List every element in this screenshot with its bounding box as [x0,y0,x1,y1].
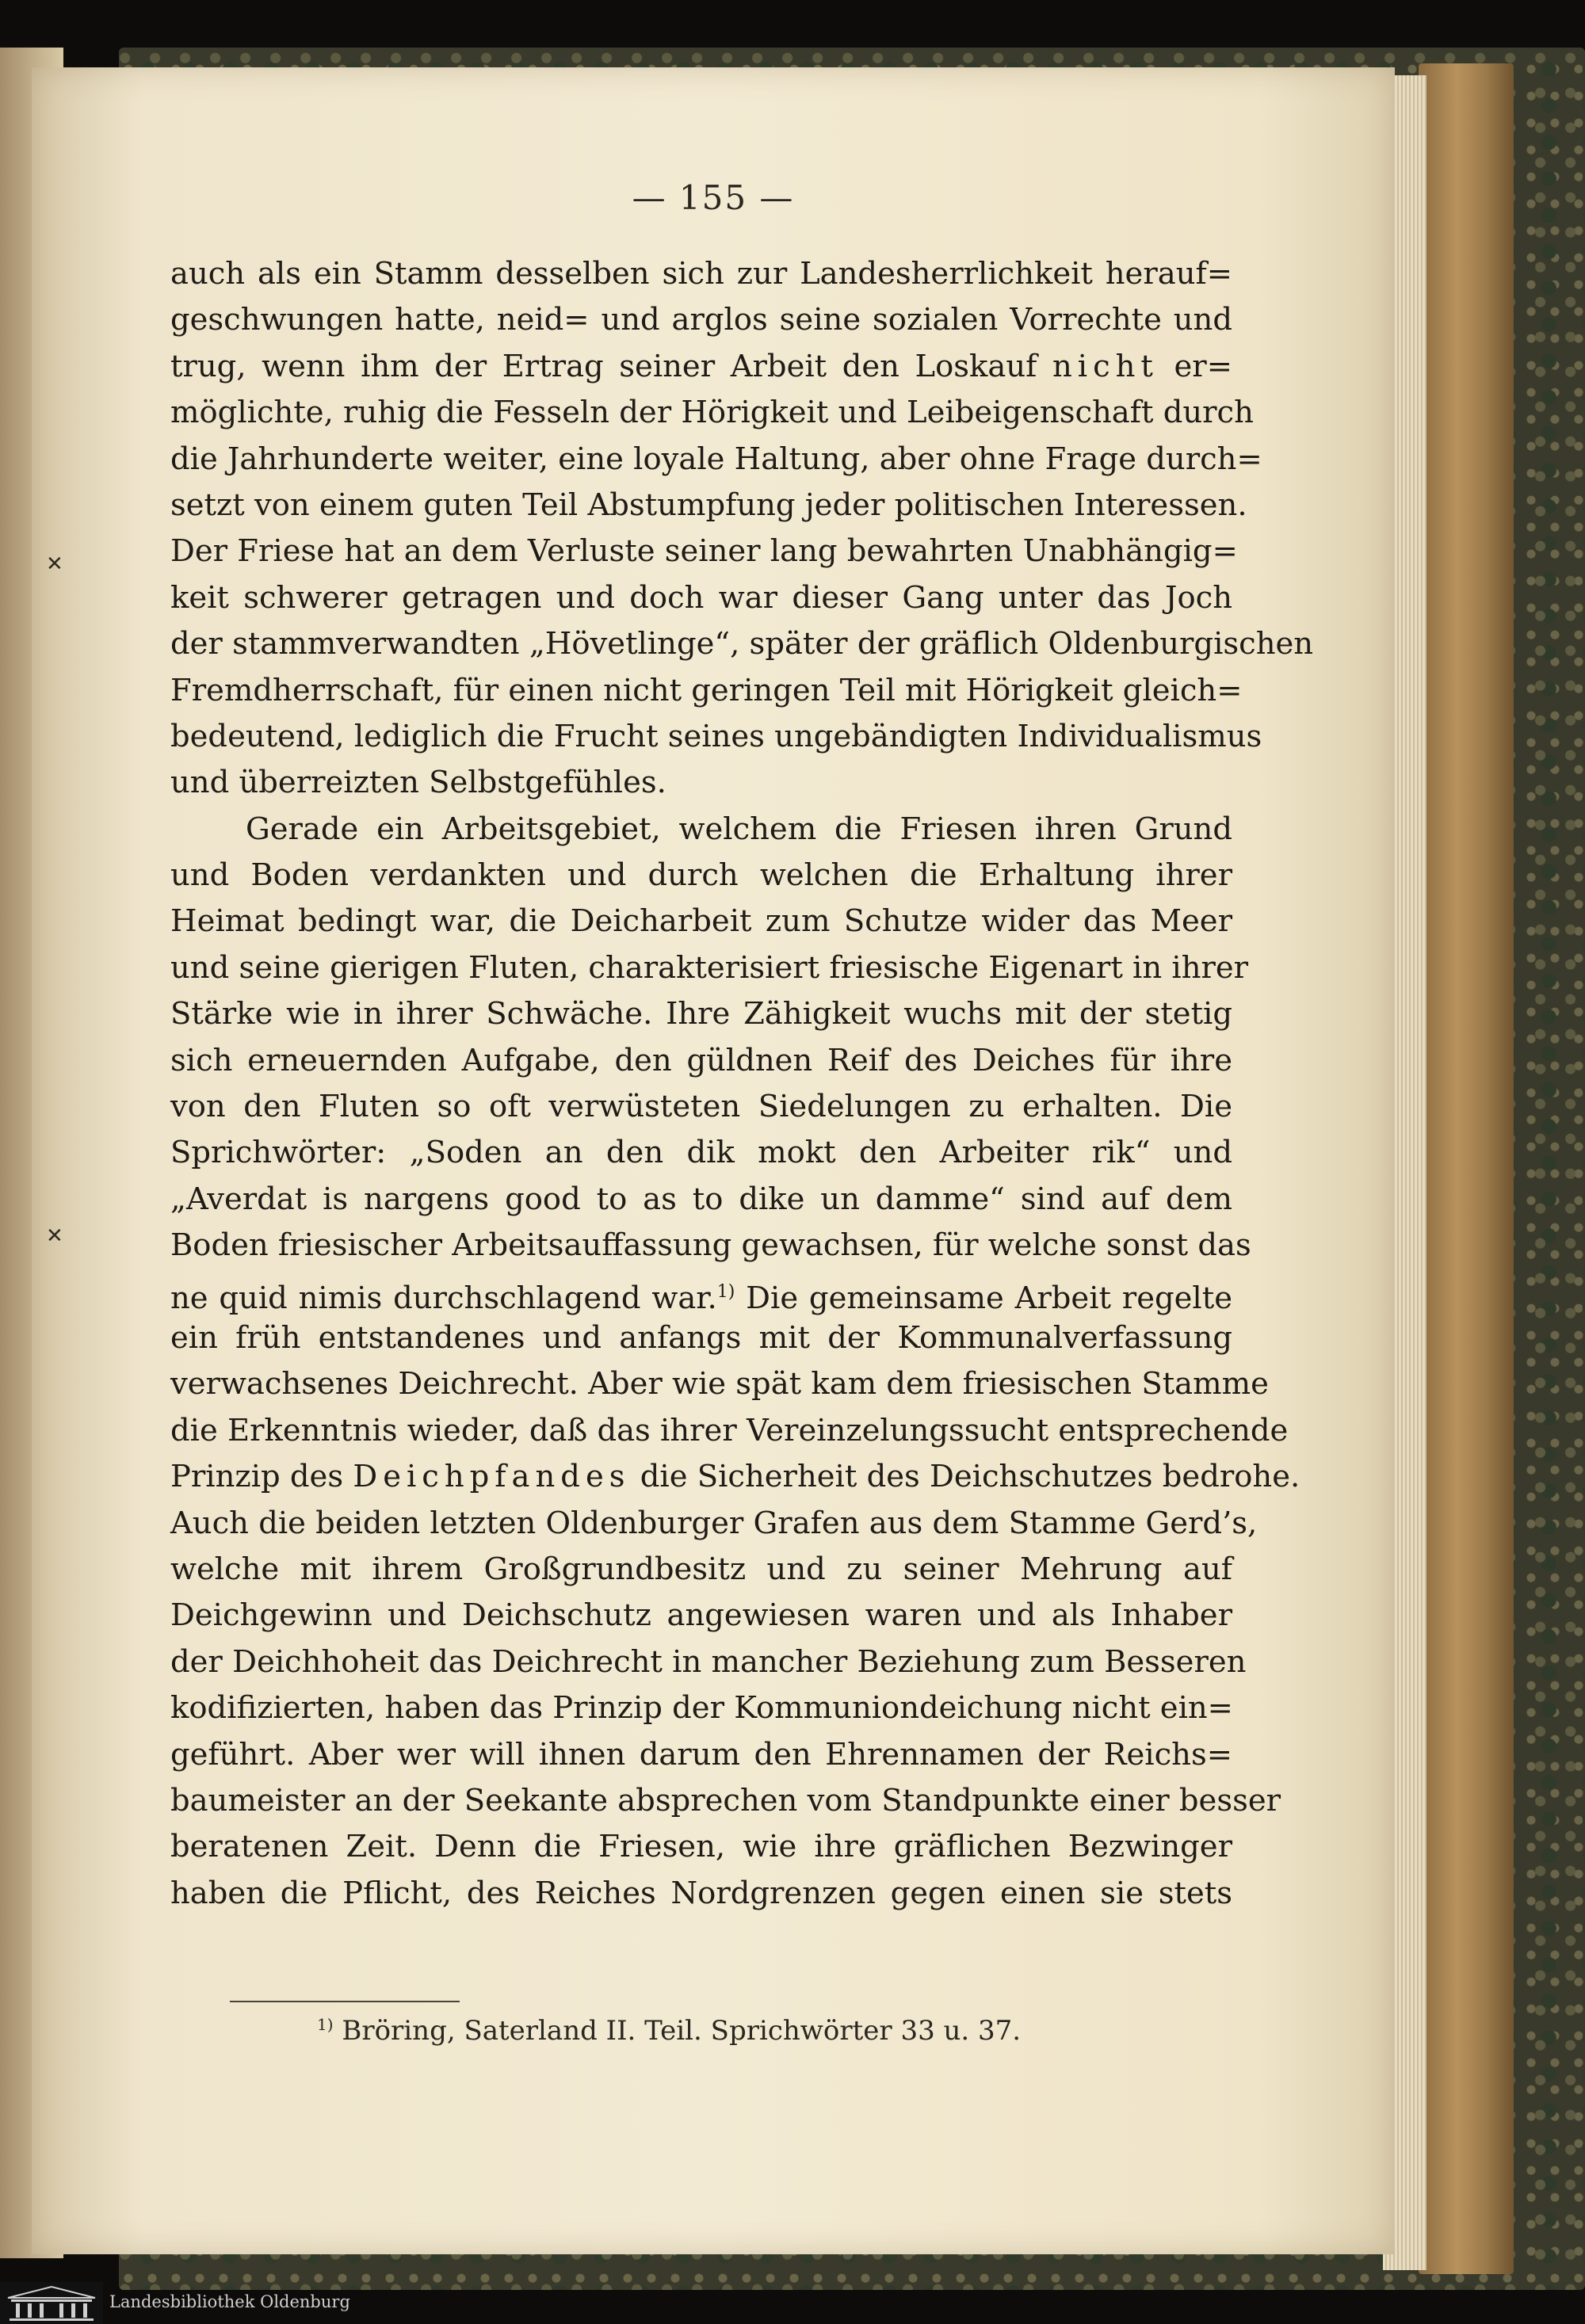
text-line: Heimat bedingt war, die Deicharbeit zum Schutze wider das Meer [170,903,1232,940]
book-page [32,67,1395,2254]
footnote [317,2015,1189,2047]
text-line: von den Fluten so oft verwüsteten Siedelungen zu erhalten. Die [170,1089,1232,1125]
text-line: keit schwerer getragen und doch war dieser Gang unter das Joch [170,579,1232,616]
text-line: ein früh entstandenes und anfangs mit der Kommunalverfassung [170,1319,1232,1356]
text-line: Fremdherrschaft, für einen nicht geringen Teil mit Hörigkeit gleich= [170,672,1243,708]
text-line: bedeutend, lediglich die Frucht seines ungebändigten Individualismus [170,718,1262,754]
page-text [170,251,1314,1917]
text-line: und seine gierigen Fluten, charakterisiert friesische Eigenart in ihrer [170,949,1249,986]
text-segment: er= [1174,348,1232,384]
footnote-text: Bröring, Saterland II. Teil. Sprichwörter 33 u. 37. [342,2015,1022,2047]
text-line: und überreizten Selbstgefühles. [170,765,666,801]
text-line: Deichgewinn und Deichschutz angewiesen waren und als Inhaber [170,1597,1232,1634]
text-line: und Boden verdankten und durch welchen die Erhaltung ihrer [170,857,1232,894]
text-line: sich erneuernden Aufgabe, den güldnen Reif des Deiches für ihre [170,1042,1232,1078]
text-line: verwachsenes Deichrecht. Aber wie spät kam dem friesischen Stamme [170,1366,1269,1402]
text-line: Sprichwörter: „Soden an den dik mokt den Arbeiter rik“ und [170,1135,1232,1171]
text-line: Auch die beiden letzten Oldenburger Grafen aus dem Stamme Gerd’s, [170,1505,1258,1541]
text-line: Boden friesischer Arbeitsauffassung gewachsen, für welche sonst das [170,1227,1251,1264]
text-line: möglichte, ruhig die Fesseln der Hörigkeit und Leibeigenschaft durch [170,395,1254,431]
text-line: welche mit ihrem Großgrundbesitz und zu seiner Mehrung auf [170,1551,1232,1587]
text-segment: Prinzip des [170,1459,344,1495]
book-spine-edge [1419,63,1514,2274]
text-line: die Jahrhunderte weiter, eine loyale Haltung, aber ohne Frage durch= [170,441,1262,477]
text-line: haben die Pflicht, des Reiches Nordgrenzen gegen einen sie stets [170,1875,1232,1911]
text-line: „Averdat is nargens good to as to dike un damme“ sind auf dem [170,1181,1232,1217]
text-segment: ne quid nimis durchschlagend war. [170,1280,717,1316]
footnote-divider [230,2001,460,2002]
text-line: beratenen Zeit. Denn die Friesen, wie ihre gräflichen Bezwinger [170,1829,1232,1865]
text-line: geschwungen hatte, neid= und arglos seine sozialen Vorrechte und [170,302,1232,338]
text-line: setzt von einem guten Teil Abstumpfung jeder politischen Interessen. [170,487,1247,523]
text-segment: trug, wenn ihm der Ertrag seiner Arbeit den Loskauf [170,348,1037,384]
text-line [170,344,1232,390]
text-line: der Deichhoheit das Deichrecht in mancher Beziehung zum Besseren [170,1643,1247,1680]
footnote-ref: 1) [716,1281,735,1302]
text-line [170,1269,1232,1315]
text-line: geführt. Aber wer will ihnen darum den Ehrennamen der Reichs= [170,1736,1232,1773]
spaced-word: Deichpfandes [353,1459,631,1495]
spaced-word: nicht [1052,348,1159,384]
margin-mark-icon: ✕ [46,552,63,576]
text-line: auch als ein Stamm desselben sich zur Landesherrlichkeit herauf= [170,256,1232,292]
text-segment: Die gemeinsame Arbeit regelte [746,1280,1232,1316]
text-line [170,1454,1300,1500]
margin-mark-icon: ✕ [46,1224,63,1248]
library-logo-icon [0,2282,103,2324]
text-line: der stammverwandten „Hövetlinge“, später der gräflich Oldenburgischen [170,626,1314,662]
text-line: Gerade ein Arbeitsgebiet, welchem die Friesen ihren Grund [246,811,1232,847]
text-line: die Erkenntnis wieder, daß das ihrer Vereinzelungssucht entsprechende [170,1412,1289,1448]
text-line: kodifizierten, haben das Prinzip der Kommuniondeichung nicht ein= [170,1690,1233,1727]
page-number: — 155 — [632,178,795,217]
text-line: Der Friese hat an dem Verluste seiner lang bewahrten Unabhängig= [170,533,1238,570]
library-label: Landesbibliothek Oldenburg [109,2292,350,2311]
text-line: Stärke wie in ihrer Schwäche. Ihre Zähigkeit wuchs mit der stetig [170,996,1232,1032]
footnote-marker: 1) [317,2015,334,2034]
text-line: baumeister an der Seekante absprechen vom Standpunkte einer besser [170,1782,1281,1818]
text-segment: die Sicherheit des Deichschutzes bedrohe. [640,1459,1300,1495]
